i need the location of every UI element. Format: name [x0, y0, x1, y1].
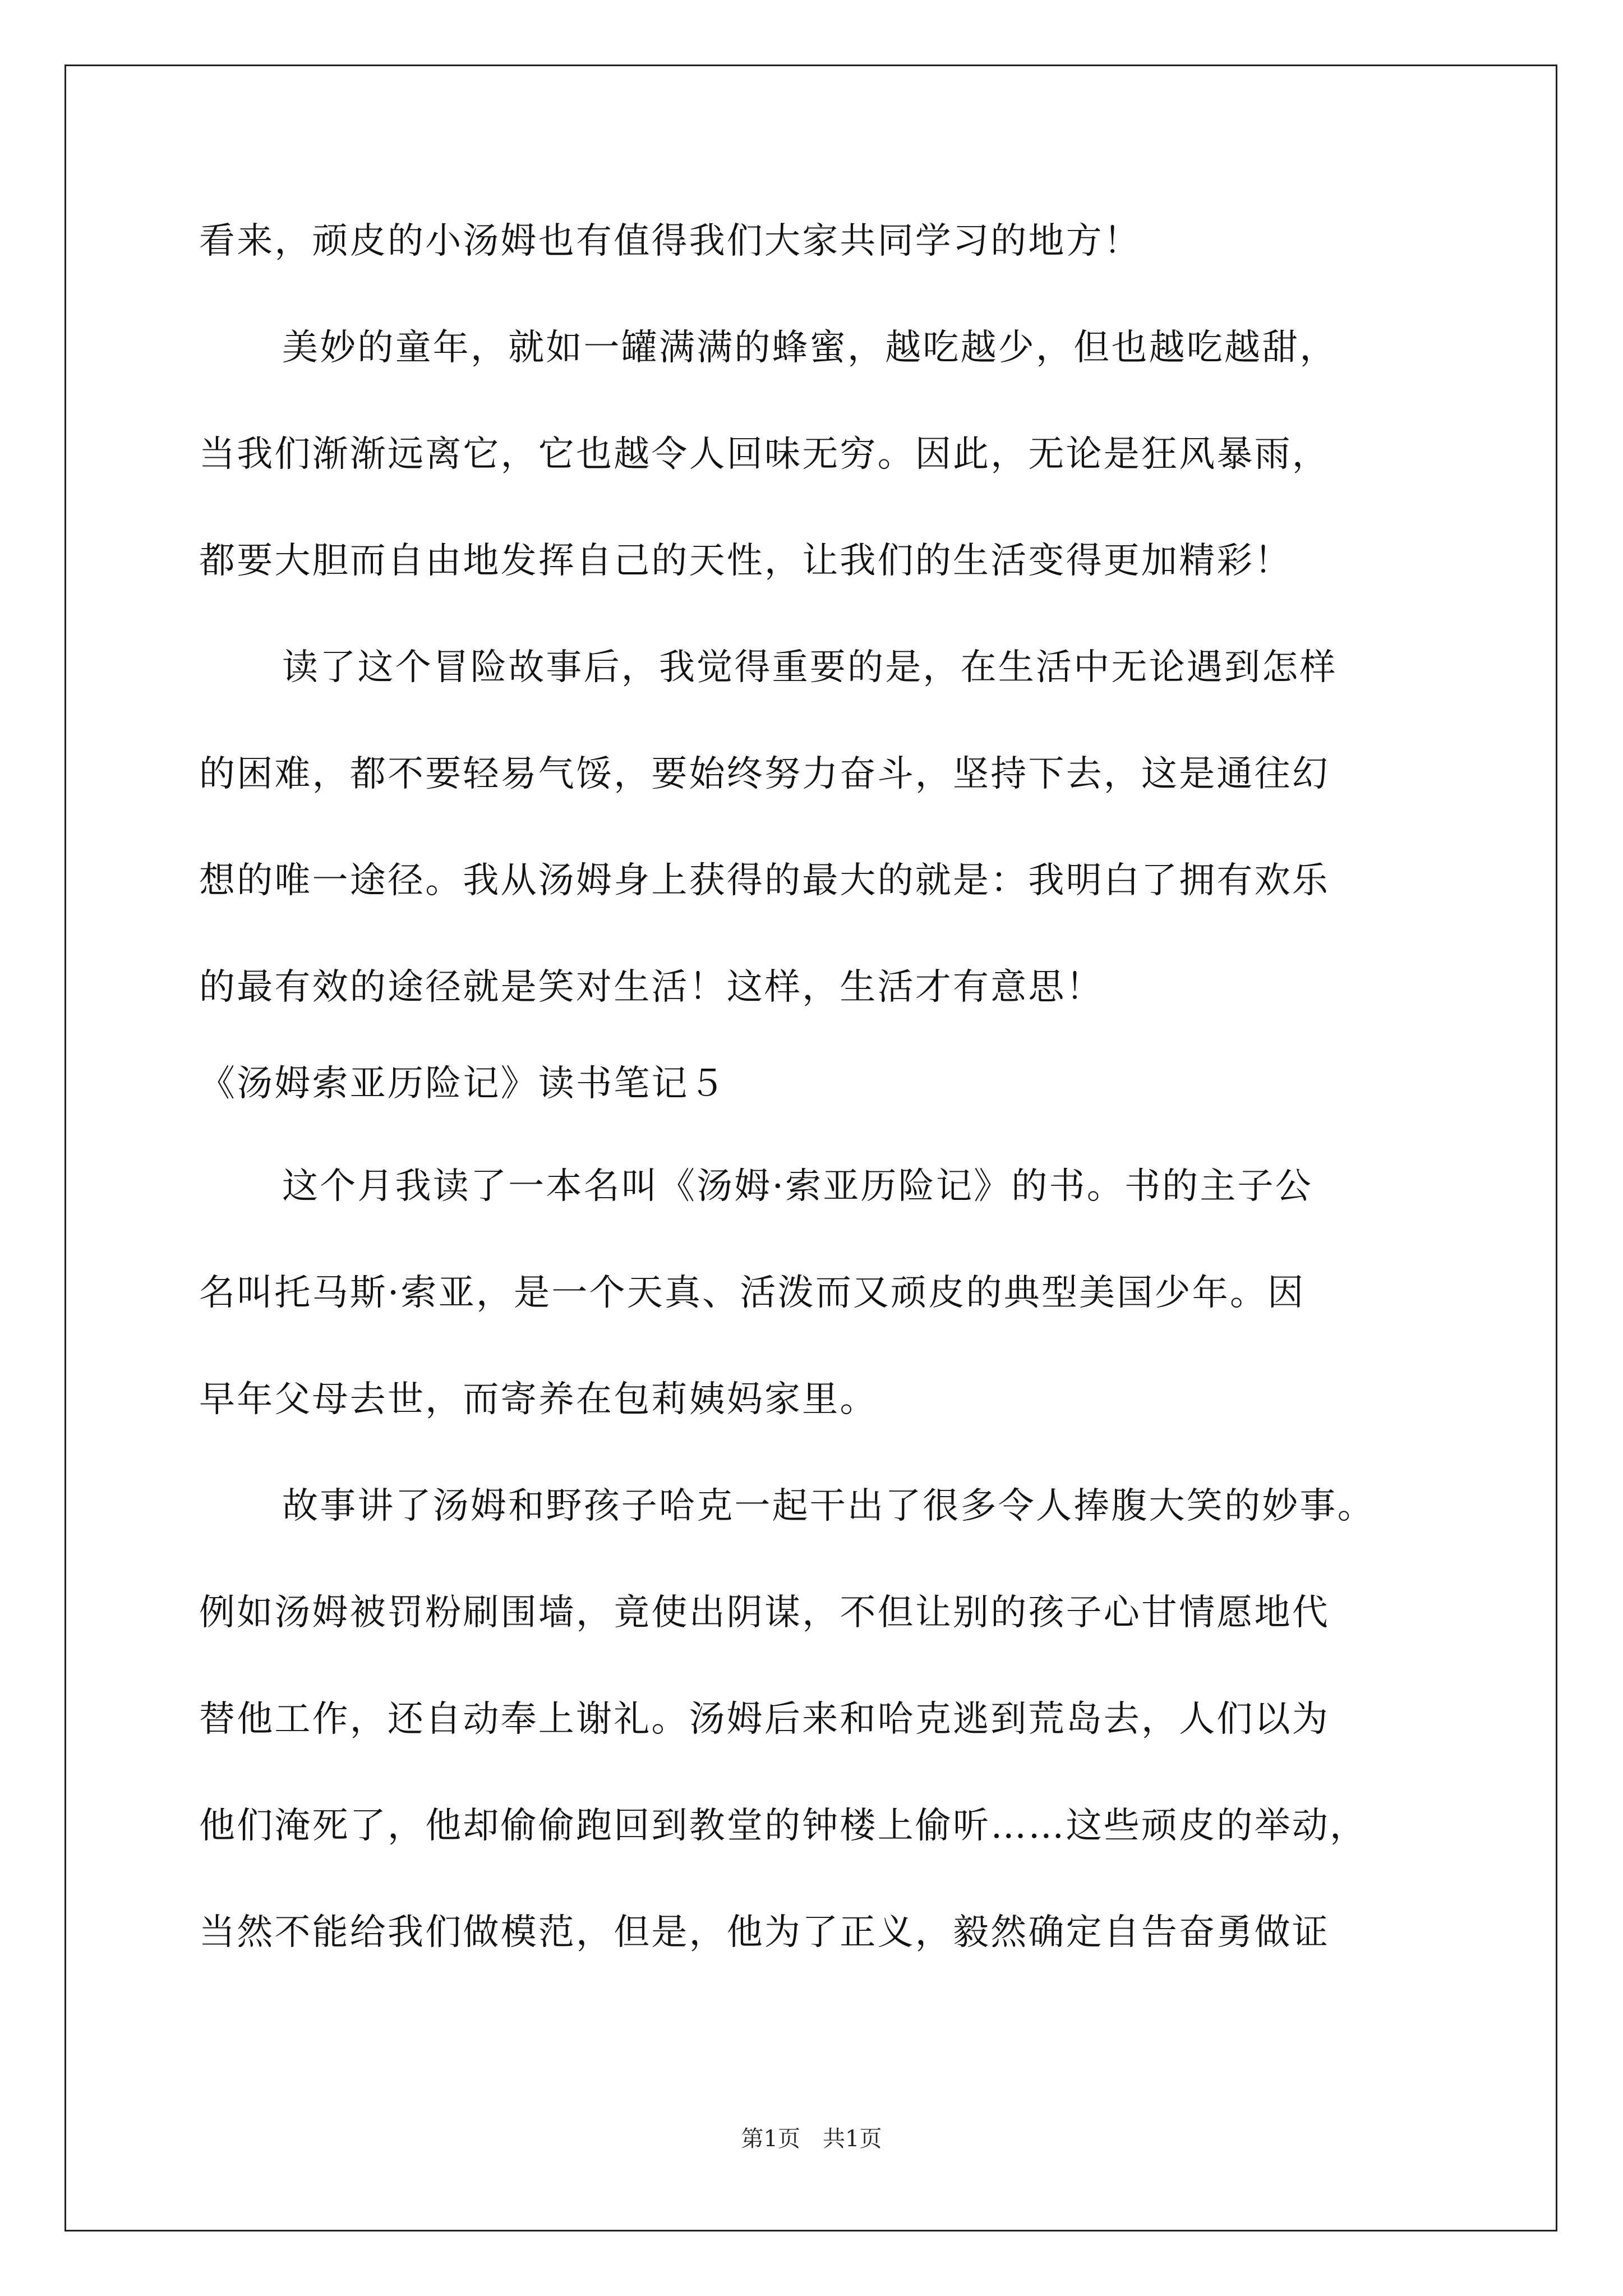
text-line: 早年父母去世，而寄养在包莉姨妈家里。: [199, 1379, 878, 1420]
paragraph-start-line: 故事讲了汤姆和野孩子哈克一起干出了很多令人捧腹大笑的妙事。: [282, 1485, 1375, 1527]
text-line: 名叫托马斯·索亚，是一个天真、活泼而又顽皮的典型美国少年。因: [199, 1272, 1306, 1314]
text-line: 当我们渐渐远离它，它也越令人回味无穷。因此，无论是狂风暴雨，: [199, 434, 1330, 475]
page-border: [64, 65, 1557, 2231]
text-line: 看来，顽皮的小汤姆也有值得我们大家共同学习的地方！: [199, 220, 1141, 262]
section-heading: 《汤姆索亚历险记》读书笔记５: [199, 1063, 727, 1105]
text-line: 都要大胆而自由地发挥自己的天性，让我们的生活变得更加精彩！: [199, 540, 1292, 582]
text-line: 想的唯一途径。我从汤姆身上获得的最大的就是：我明白了拥有欢乐: [199, 860, 1330, 901]
paragraph-start-line: 美妙的童年，就如一罐满满的蜂蜜，越吃越少，但也越吃越甜，: [282, 327, 1338, 369]
text-line: 替他工作，还自动奉上谢礼。汤姆后来和哈克逃到荒岛去，人们以为: [199, 1699, 1330, 1740]
text-line: 的困难，都不要轻易气馁，要始终努力奋斗，坚持下去，这是通往幻: [199, 753, 1330, 795]
paragraph-start-line: 读了这个冒险故事后，我觉得重要的是，在生活中无论遇到怎样: [282, 647, 1338, 688]
paragraph-start-line: 这个月我读了一本名叫《汤姆·索亚历险记》的书。书的主子公: [282, 1166, 1313, 1207]
text-line: 例如汤姆被罚粉刷围墙，竟使出阴谋，不但让别的孩子心甘情愿地代: [199, 1592, 1330, 1634]
page-number-footer: 第1页 共1页: [741, 2126, 882, 2152]
text-line: 的最有效的途径就是笑对生活！这样，生活才有意思！: [199, 967, 1104, 1008]
text-line: 当然不能给我们做模范，但是，他为了正义，毅然确定自告奋勇做证: [199, 1912, 1330, 1953]
text-line: 他们淹死了，他却偷偷跑回到教堂的钟楼上偷听……这些顽皮的举动，: [199, 1805, 1368, 1847]
